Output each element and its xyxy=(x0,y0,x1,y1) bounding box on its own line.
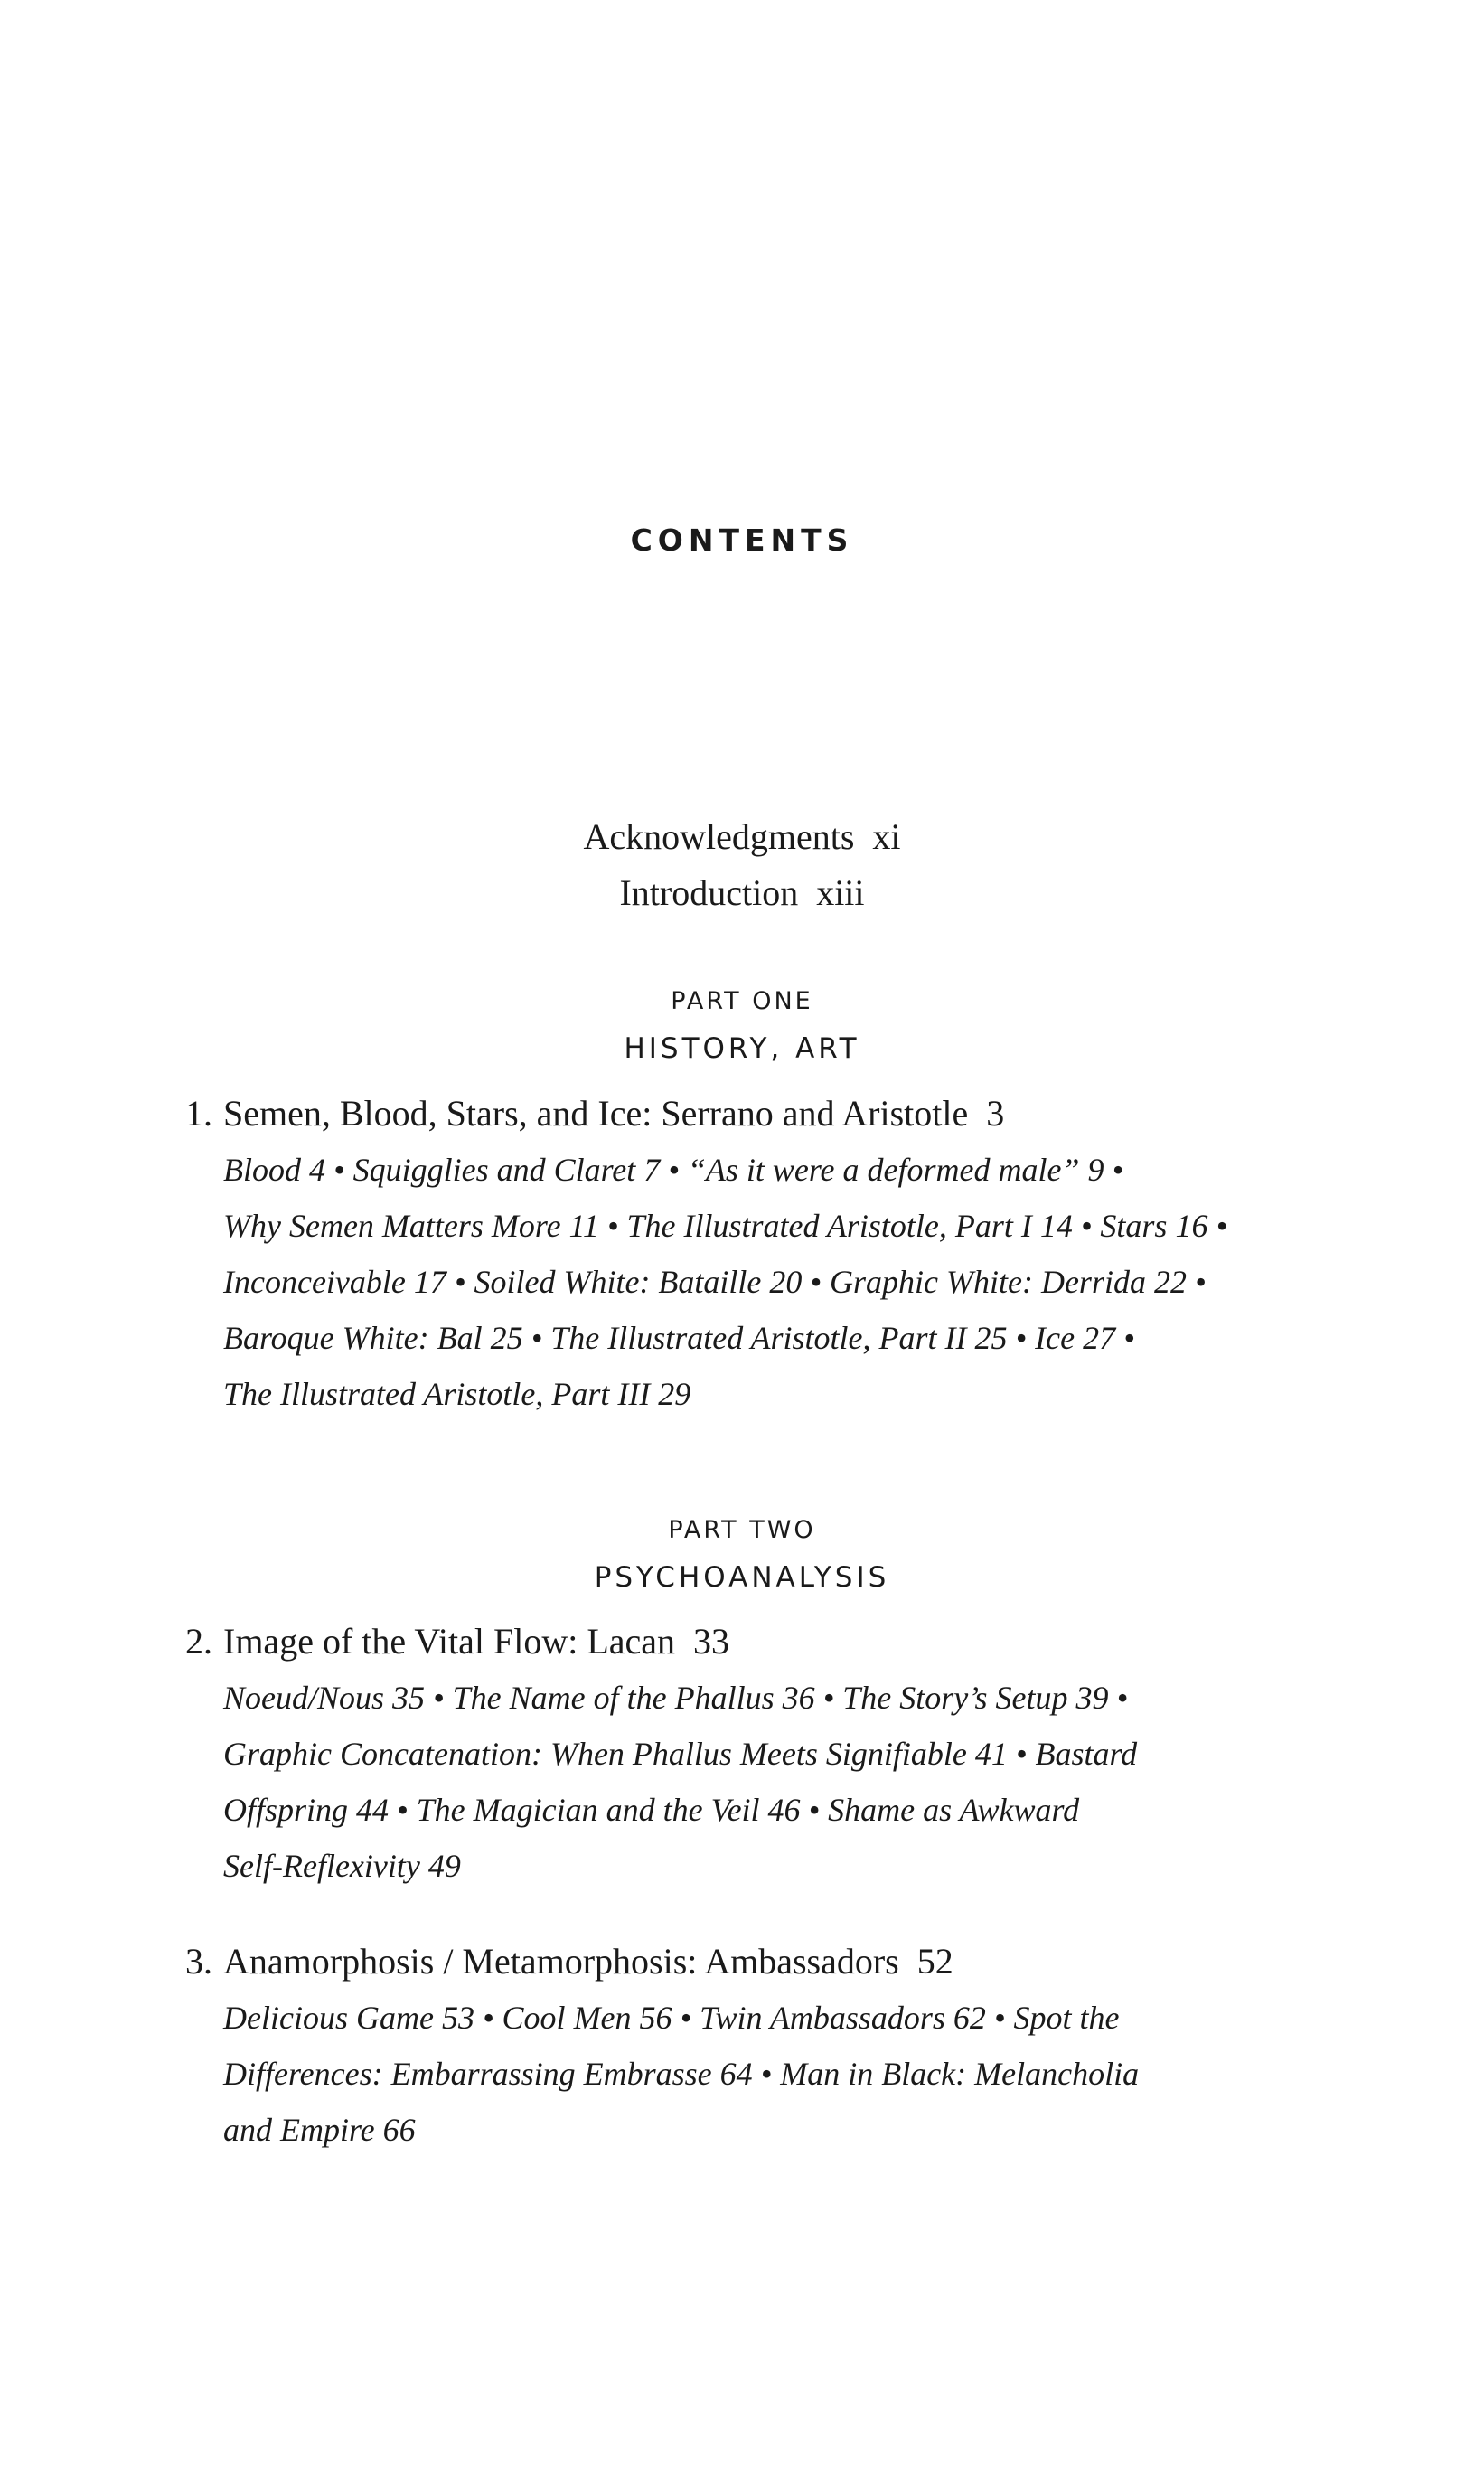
section-line: Blood 4 • Squigglies and Claret 7 • “As it were a deformed male” 9 • xyxy=(223,1152,1124,1188)
section-line: and Empire 66 xyxy=(223,2112,416,2148)
section-list xyxy=(223,1142,1308,1422)
chapter-title: Semen, Blood, Stars, and Ice: Serrano and Aristotle xyxy=(223,1093,969,1134)
chapter-title-line[interactable] xyxy=(185,1086,1306,1142)
entry-page: xiii xyxy=(816,872,865,913)
part-label: PART ONE xyxy=(671,987,813,1015)
chapter-page: 52 xyxy=(916,1941,953,1982)
chapter-title: Image of the Vital Flow: Lacan xyxy=(223,1621,676,1662)
contents-heading: CONTENTS xyxy=(630,523,854,558)
chapter-entry xyxy=(185,1614,1306,1894)
chapter-number: 1. xyxy=(185,1093,212,1134)
section-line: Baroque White: Bal 25 • The Illustrated Aristotle, Part II 25 • Ice 27 • xyxy=(223,1320,1135,1356)
section-list xyxy=(223,1670,1308,1894)
chapter-title-line[interactable] xyxy=(185,1614,1306,1670)
chapter-title-line[interactable] xyxy=(185,1934,1306,1990)
chapter-entry xyxy=(185,1086,1306,1422)
section-line: Self-Reflexivity 49 xyxy=(223,1848,461,1884)
entry-title: Introduction xyxy=(619,872,799,913)
chapter-number: 3. xyxy=(185,1941,212,1982)
section-line: Why Semen Matters More 11 • The Illustrated Aristotle, Part I 14 • Stars 16 • xyxy=(223,1208,1228,1244)
front-matter-entry[interactable] xyxy=(0,809,1484,865)
section-line: Noeud/Nous 35 • The Name of the Phallus 36 • The Story’s Setup 39 • xyxy=(223,1680,1129,1716)
chapter-entry xyxy=(185,1934,1306,2158)
section-line: Inconceivable 17 • Soiled White: Bataille 20 • Graphic White: Derrida 22 • xyxy=(223,1264,1207,1300)
section-line: Differences: Embarrassing Embrasse 64 • Man in Black: Melancholia xyxy=(223,2056,1140,2092)
chapter-title: Anamorphosis / Metamorphosis: Ambassadors xyxy=(223,1941,899,1982)
section-list xyxy=(223,1990,1308,2158)
chapter-number: 2. xyxy=(185,1621,212,1662)
section-line: Delicious Game 53 • Cool Men 56 • Twin Ambassadors 62 • Spot the xyxy=(223,2000,1120,2036)
part-label: PART TWO xyxy=(668,1516,816,1544)
entry-page: xi xyxy=(872,816,901,857)
part-title: HISTORY, ART xyxy=(624,1032,860,1065)
part-title: PSYCHOANALYSIS xyxy=(594,1561,890,1594)
front-matter-entry[interactable] xyxy=(0,865,1484,921)
section-line: The Illustrated Aristotle, Part III 29 xyxy=(223,1376,691,1412)
chapter-page: 33 xyxy=(693,1621,730,1662)
section-line: Offspring 44 • The Magician and the Veil 46 • Shame as Awkward xyxy=(223,1792,1080,1828)
entry-title: Acknowledgments xyxy=(583,816,855,857)
chapter-page: 3 xyxy=(986,1093,1005,1134)
section-line: Graphic Concatenation: When Phallus Meets Signifiable 41 • Bastard xyxy=(223,1736,1138,1772)
front-matter xyxy=(0,809,1484,921)
